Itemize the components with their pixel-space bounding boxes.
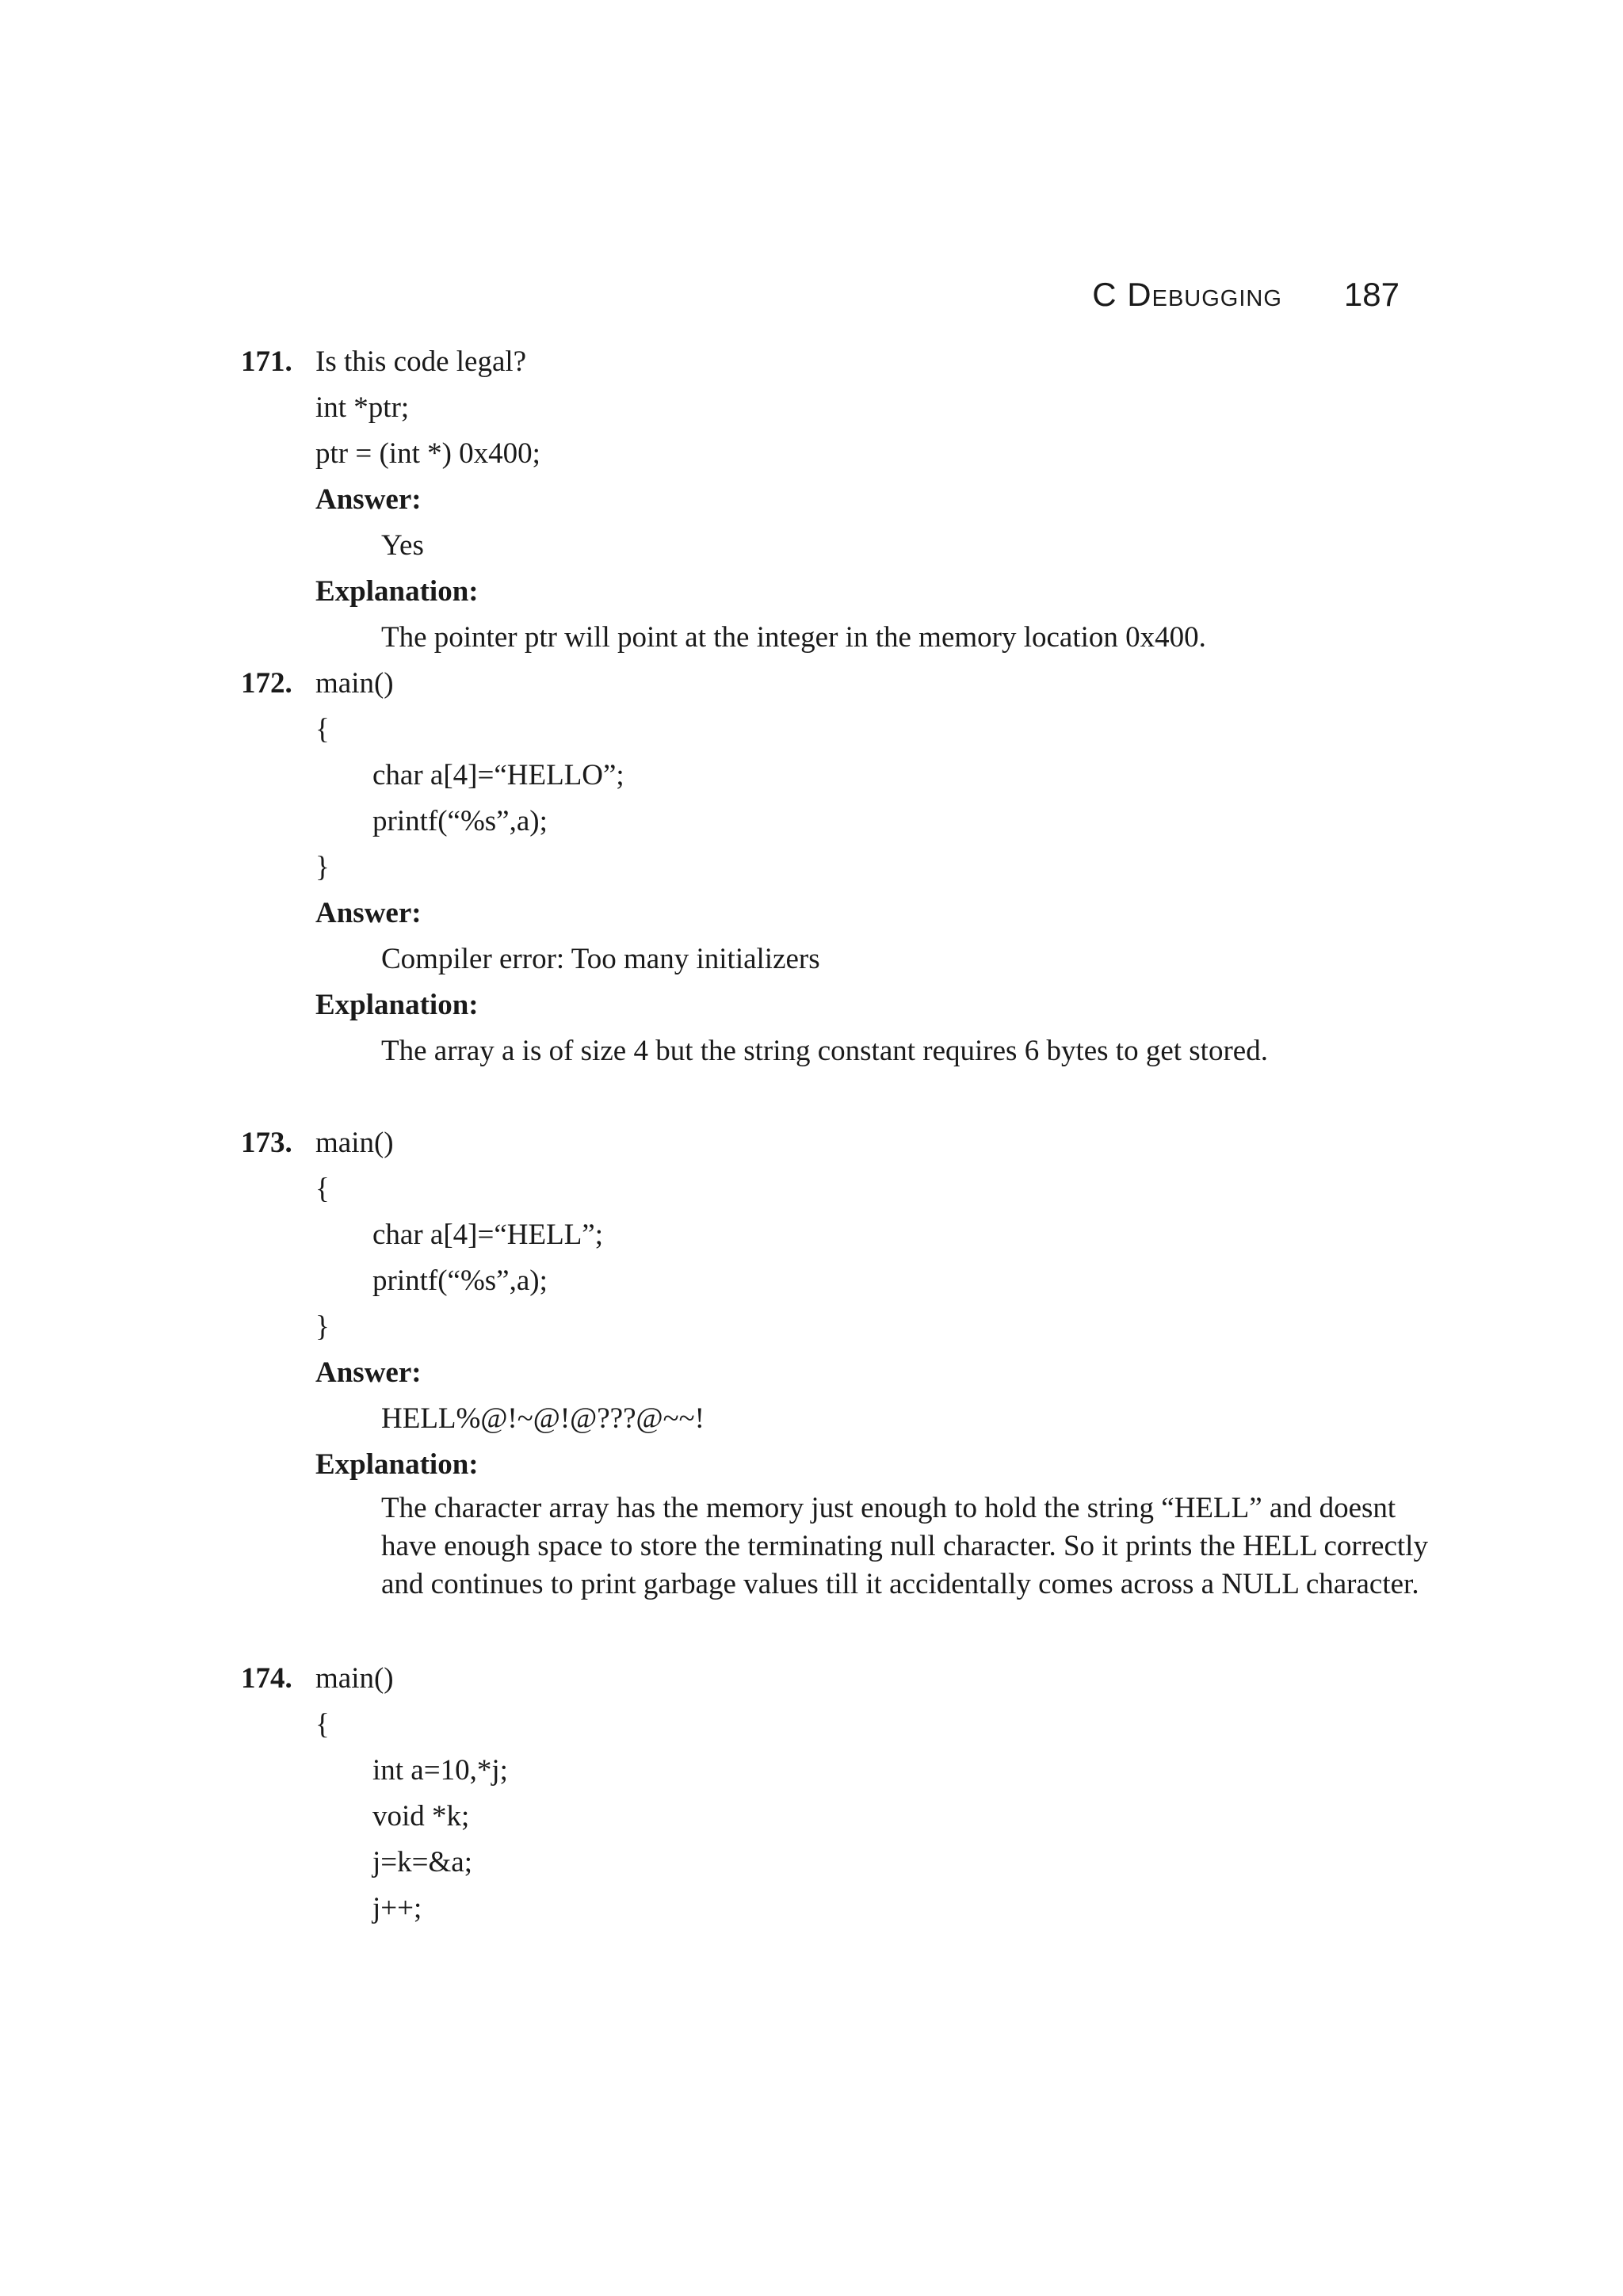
answer-text: Compiler error: Too many initializers xyxy=(381,943,820,975)
answer-label: Answer: xyxy=(315,483,422,516)
question-number: 172. xyxy=(241,667,292,700)
answer-text: Yes xyxy=(381,529,424,562)
code-line: } xyxy=(315,851,330,883)
answer-label: Answer: xyxy=(315,1356,422,1389)
answer-text: HELL%@!~@!@???@~~! xyxy=(381,1402,705,1435)
question-number: 174. xyxy=(241,1662,292,1695)
code-line: ptr = (int *) 0x400; xyxy=(315,437,540,470)
running-header xyxy=(792,276,1400,314)
explanation-label: Explanation: xyxy=(315,1448,479,1481)
code-line: { xyxy=(315,713,330,746)
code-line: char a[4]=“HELLO”; xyxy=(372,759,624,791)
explanation-label: Explanation: xyxy=(315,989,479,1021)
explanation-line: The character array has the memory just enough to hold the string “HELL” and doesnt xyxy=(381,1492,1396,1524)
code-line: int a=10,*j; xyxy=(372,1754,508,1787)
code-line: void *k; xyxy=(372,1800,470,1833)
code-line: char a[4]=“HELL”; xyxy=(372,1219,603,1251)
answer-label: Answer: xyxy=(315,897,422,929)
code-line: int *ptr; xyxy=(315,391,410,424)
code-line: printf(“%s”,a); xyxy=(372,805,548,837)
code-line: main() xyxy=(315,667,394,700)
code-line: printf(“%s”,a); xyxy=(372,1264,548,1297)
explanation-text: The array a is of size 4 but the string constant requires 6 bytes to get stored. xyxy=(381,1035,1268,1067)
code-line: main() xyxy=(315,1127,394,1159)
code-line: { xyxy=(315,1708,330,1741)
code-line: { xyxy=(315,1173,330,1205)
explanation-text: The pointer ptr will point at the integer in the memory location 0x400. xyxy=(381,621,1206,654)
code-line: main() xyxy=(315,1662,394,1695)
code-line: j=k=&a; xyxy=(372,1846,472,1878)
code-line: j++; xyxy=(372,1892,422,1924)
explanation-label: Explanation: xyxy=(315,575,479,608)
explanation-line: have enough space to store the terminating null character. So it prints the HELL correctly xyxy=(381,1530,1428,1562)
question-number: 171. xyxy=(241,345,292,378)
chapter-title: C Debugging xyxy=(1092,276,1282,313)
page-number: 187 xyxy=(1343,276,1400,313)
explanation-line: and continues to print garbage values till it accidentally comes across a NULL character. xyxy=(381,1568,1419,1600)
explanation-paragraph xyxy=(381,1489,1428,1604)
question-text: Is this code legal? xyxy=(315,345,527,378)
question-number: 173. xyxy=(241,1127,292,1159)
code-line: } xyxy=(315,1310,330,1343)
